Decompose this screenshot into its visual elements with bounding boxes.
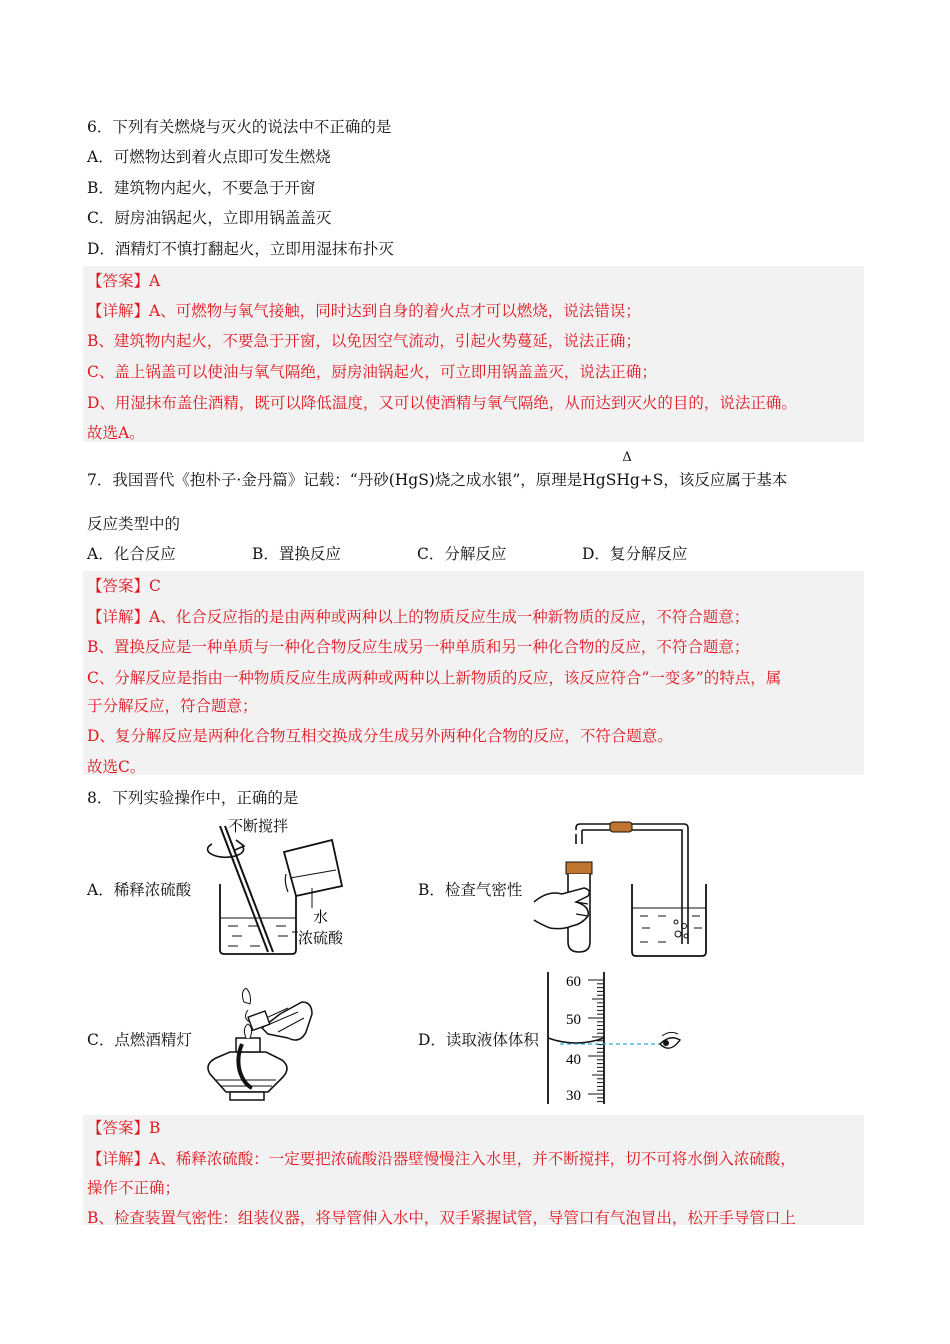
q6-option-d: D．酒精灯不慎打翻起火，立即用湿抹布扑灭	[87, 240, 394, 258]
bubble	[675, 931, 681, 937]
tick-label-50: 50	[566, 1012, 581, 1028]
hand-icon	[534, 888, 589, 929]
beaker-large	[220, 884, 296, 954]
q6-detail-3: C、盖上锅盖可以使油与氧气隔绝，厨房油锅起火，可立即用锅盖盖灭，说法正确；	[87, 363, 657, 381]
q8-answer: 【答案】B	[87, 1119, 161, 1137]
q8-option-d: D．读取液体体积	[418, 1031, 539, 1049]
q6-option-b: B．建筑物内起火，不要急于开窗	[87, 179, 316, 197]
stir-arrow-icon	[208, 844, 244, 857]
q8-stem: 8．下列实验操作中，正确的是	[87, 789, 299, 807]
q7-stem-before: 7．我国晋代《抱朴子·金丹篇》记载：“丹砂(HgS)烧之成水银”，原理是HgS	[87, 471, 617, 489]
flame-icon	[242, 988, 250, 1004]
q8-option-b: B．检查气密性	[418, 881, 523, 899]
label-conc-acid: 浓硫酸	[298, 931, 344, 947]
q7-stem-after: Hg+S，该反应属于基本	[616, 471, 788, 489]
q7-detail-5: D、复分解反应是两种化合物互相交换成分生成另外两种化合物的反应，不符合题意。	[87, 727, 673, 745]
q7-detail-6: 故选C。	[87, 758, 146, 776]
q6-answer-box	[83, 266, 864, 442]
meniscus	[548, 1038, 604, 1043]
figure-b-airtightness	[532, 820, 712, 960]
q8-detail-2: 操作不正确；	[87, 1179, 181, 1197]
tick-label-60: 60	[566, 974, 581, 990]
q8-detail-3: B、检查装置气密性：组装仪器，将导管伸入水中，双手紧握试管，导管口有气泡冒出，松开手导管口上	[87, 1209, 796, 1227]
rubber-stopper	[566, 862, 592, 874]
q8-option-a: A．稀释浓硫酸	[87, 881, 192, 899]
tick-label-30: 30	[566, 1088, 581, 1104]
q7-option-a: A．化合反应	[87, 545, 176, 563]
q7-detail-3: C、分解反应是指由一种物质反应生成两种或两种以上新物质的反应，该反应符合“一变多”的特点，属	[87, 669, 782, 687]
q7-option-d: D．复分解反应	[582, 545, 688, 563]
label-stirring: 不断搅拌	[228, 819, 289, 835]
q7-option-c: C．分解反应	[417, 545, 507, 563]
label-water: 水	[313, 910, 329, 926]
q6-option-c: C．厨房油锅起火，立即用锅盖盖灭	[87, 209, 332, 227]
q8-option-c: C．点燃酒精灯	[87, 1031, 192, 1049]
figure-c-alcohol-lamp	[190, 988, 320, 1108]
glass-rod	[220, 826, 268, 952]
beaker-small-tilted	[284, 840, 342, 896]
q7-detail-4: 于分解反应，符合题意；	[87, 697, 258, 715]
eye-icon	[660, 1038, 680, 1048]
figure-d-graduated-cylinder	[540, 968, 690, 1108]
delta-symbol: Δ	[622, 450, 632, 465]
q6-detail-5: 故选A。	[87, 424, 145, 442]
q7-option-b: B．置换反应	[252, 545, 341, 563]
q6-answer: 【答案】A	[87, 272, 161, 290]
q8-detail-1: 【详解】A、稀释浓硫酸：一定要把浓硫酸沿器壁慢慢注入水里，并不断搅拌，切不可将水倒入浓硫酸，	[87, 1150, 796, 1168]
q6-stem: 6．下列有关燃烧与灭火的说法中不正确的是	[87, 118, 392, 136]
rubber-connector	[610, 822, 632, 832]
q7-detail-2: B、置换反应是一种单质与一种化合物反应生成另一种单质和另一种化合物的反应，不符合题意；	[87, 638, 750, 656]
q6-detail-2: B、建筑物内起火，不要急于开窗，以免因空气流动，引起火势蔓延，说法正确；	[87, 332, 641, 350]
q7-answer: 【答案】C	[87, 577, 161, 595]
q6-option-a: A．可燃物达到着火点即可发生燃烧	[87, 148, 331, 166]
alcohol-lamp-tilted	[262, 1002, 312, 1040]
q7-detail-1: 【详解】A、化合反应指的是由两种或两种以上的物质反应生成一种新物质的反应，不符合题意；	[87, 608, 750, 626]
q6-detail-4: D、用湿抹布盖住酒精，既可以降低温度，又可以使酒精与氧气隔绝，从而达到灭火的目的，说法正确。	[87, 394, 797, 412]
q7-stem-line2: 反应类型中的	[87, 515, 181, 533]
q7-stem	[87, 450, 788, 491]
figure-a-dilute-acid	[192, 812, 367, 960]
tick-label-40: 40	[566, 1052, 581, 1068]
beaker-water	[632, 884, 706, 956]
q6-detail-1: 【详解】A、可燃物与氧气接触，同时达到自身的着火点才可以燃烧，说法错误；	[87, 302, 641, 320]
